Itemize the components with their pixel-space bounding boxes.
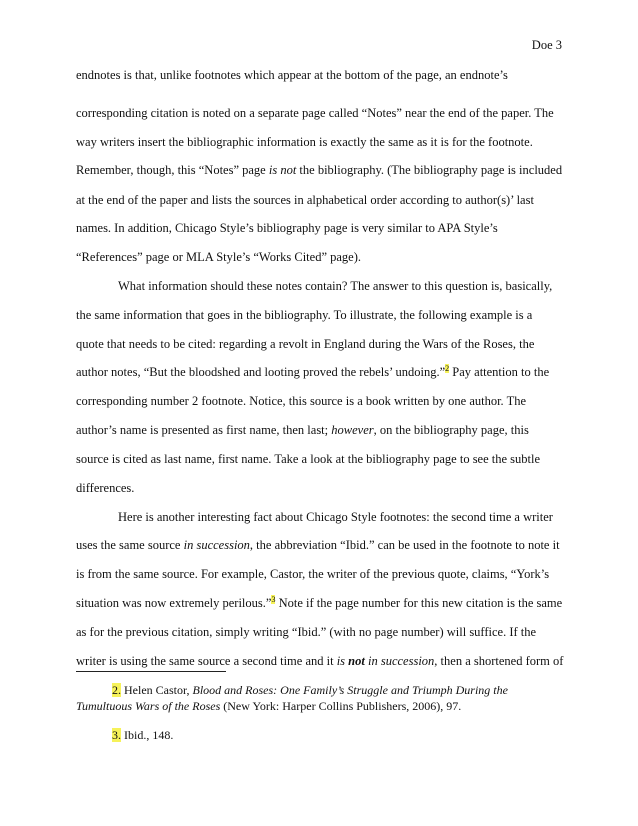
page-header: Doe 3 (531, 38, 562, 52)
body-line: writer is using the same source a second time and it is not in succession, then a shortened form of (76, 654, 564, 668)
emphasis: in succession (367, 654, 435, 668)
body-line: situation was now extremely perilous.”$^3$ Note if the page number for this new citation is the same (76, 594, 563, 610)
body-line: Remember, though, this “Notes” page is not the bibliography. (The bibliography page is included (76, 163, 563, 177)
emphasis-bold: not (348, 654, 365, 668)
emphasis: is not (268, 163, 297, 177)
footnote-3: 3. Ibid., 148. (112, 728, 174, 742)
body-line: endnotes is that, unlike footnotes which appear at the bottom of the page, an endnote’s (76, 68, 508, 82)
body-line: the same information that goes in the bibliography. To illustrate, the following example is a (76, 308, 533, 322)
body-line: as for the previous citation, simply writing “Ibid.” (with no page number) will suffice. If the (76, 625, 537, 639)
body-line: uses the same source in succession, the abbreviation “Ibid.” can be used in the footnote to note it (76, 538, 560, 552)
footnote-number: 2. (112, 683, 121, 697)
footnote-2: 2. Helen Castor, Blood and Roses: One Family’s Struggle and Triumph During the (112, 683, 508, 697)
body-line: Here is another interesting fact about Chicago Style footnotes: the second time a writer (118, 510, 553, 524)
footnote-separator (76, 671, 226, 672)
emphasis: however (331, 423, 374, 437)
body-line: is from the same source. For example, Castor, the writer of the previous quote, claims, “York’s (76, 567, 550, 581)
body-line: differences. (76, 481, 135, 495)
body-line: “References” page or MLA Style’s “Works Cited” page). (76, 250, 362, 264)
body-line: quote that needs to be cited: regarding a revolt in England during the Wars of the Roses, the (76, 337, 535, 351)
footnote-ref-2[interactable]: 2 (445, 363, 450, 373)
emphasis: in succession (183, 538, 250, 552)
body-line: author’s name is presented as first name, then last; however, on the bibliography page, this (76, 423, 529, 437)
body-line: author notes, “But the bloodshed and looting proved the rebels’ undoing.”$^2$ Pay attention to the (76, 363, 550, 379)
body-line: What information should these notes contain? The answer to this question is, basically, (118, 279, 553, 293)
footnote-number: 3. (112, 728, 121, 742)
body-line: source is cited as last name, first name. Take a look at the bibliography page to see the subtle (76, 452, 541, 466)
emphasis: is (336, 654, 346, 668)
body-line: way writers insert the bibliographic information is exactly the same as it is for the footnote. (76, 135, 533, 149)
body-line: corresponding number 2 footnote. Notice, this source is a book written by one author. The (76, 394, 527, 408)
body-line: names. In addition, Chicago Style’s bibliography page is very similar to APA Style’s (76, 221, 498, 235)
footnote-ref-3[interactable]: 3 (271, 594, 276, 604)
body-line: at the end of the paper and lists the sources in alphabetical order according to author(s)’ last (76, 193, 534, 207)
body-line: corresponding citation is noted on a separate page called “Notes” near the end of the paper. The (76, 106, 554, 120)
footnote-2-cont: Tumultuous Wars of the Roses (New York: Harper Collins Publishers, 2006), 97. (76, 699, 462, 713)
